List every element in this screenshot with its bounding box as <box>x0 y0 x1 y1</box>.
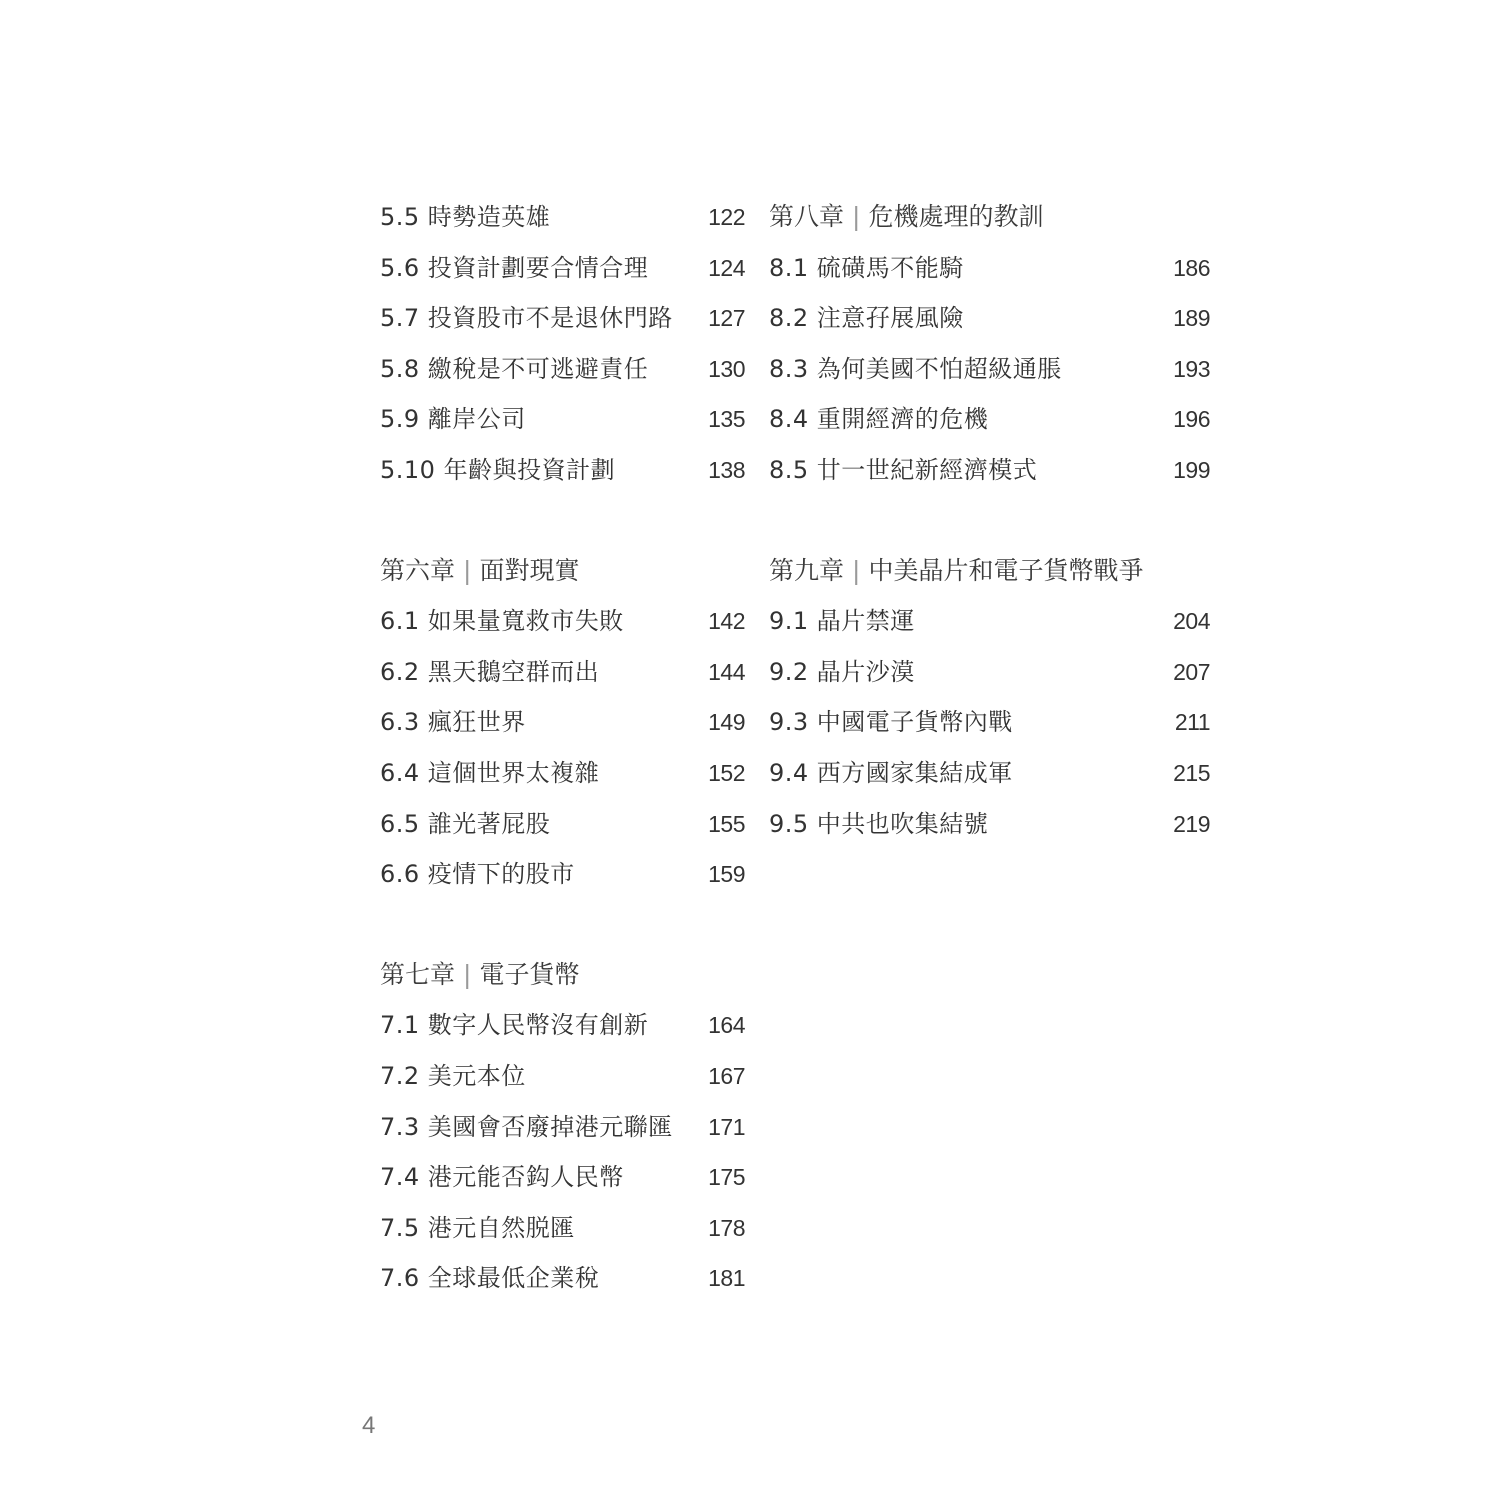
toc-entry-title: 6.3 瘋狂世界 <box>380 708 526 737</box>
chapter-label: 第七章 <box>380 959 456 989</box>
toc-entry-page: 144 <box>708 658 745 685</box>
toc-entry-page: 207 <box>1173 658 1210 685</box>
toc-entry[interactable] <box>380 1102 745 1153</box>
toc-entry-title: 7.4 港元能否鈎人民幣 <box>380 1163 624 1192</box>
chapter-label: 第六章 <box>380 555 456 585</box>
toc-entry[interactable] <box>769 647 1210 698</box>
toc-entry-title: 8.4 重開經濟的危機 <box>769 405 989 434</box>
toc-section-chapter-5-continued <box>380 192 745 496</box>
toc-entry-page: 196 <box>1173 406 1210 433</box>
toc-entry[interactable] <box>380 1253 745 1304</box>
chapter-name: 中美晶片和電子貨幣戰爭 <box>868 555 1144 585</box>
toc-entry[interactable] <box>380 1000 745 1051</box>
toc-section-chapter-8 <box>769 192 1210 496</box>
toc-entry-page: 167 <box>708 1062 745 1089</box>
toc-entry-title: 9.5 中共也吹集結號 <box>769 809 989 838</box>
toc-entry-page: 127 <box>708 305 745 332</box>
toc-entry[interactable] <box>769 445 1210 496</box>
toc-entry-page: 215 <box>1173 759 1210 786</box>
toc-entry[interactable] <box>769 697 1210 748</box>
chapter-label: 第八章 <box>769 202 845 231</box>
toc-entry-page: 130 <box>708 355 745 382</box>
chapter-separator: | <box>463 555 472 585</box>
toc-entry-page: 124 <box>708 254 745 281</box>
toc-entry-page: 178 <box>708 1214 745 1241</box>
toc-entry[interactable] <box>380 344 745 395</box>
toc-entry-page: 171 <box>708 1113 745 1140</box>
toc-entry[interactable] <box>380 1051 745 1102</box>
toc-entry-title: 7.1 數字人民幣沒有創新 <box>380 1011 649 1040</box>
toc-entry-title: 9.3 中國電子貨幣內戰 <box>769 708 1013 737</box>
toc-entry[interactable] <box>769 748 1210 799</box>
toc-entry-title: 7.2 美元本位 <box>380 1061 526 1090</box>
toc-entry-page: 138 <box>708 456 745 483</box>
toc-entry-title: 9.4 西方國家集結成軍 <box>769 758 1013 787</box>
toc-entry-title: 7.5 港元自然脱匯 <box>380 1213 575 1242</box>
toc-entry-title: 6.2 黑天鵝空群而出 <box>380 657 600 686</box>
toc-entry-title: 6.4 這個世界太複雜 <box>380 758 600 787</box>
toc-entry-title: 8.2 注意孖展風險 <box>769 304 964 333</box>
toc-entry-title: 5.8 繳稅是不可逃避責任 <box>380 354 649 383</box>
toc-entry-title: 5.10 年齡與投資計劃 <box>380 455 616 484</box>
toc-entry-page: 164 <box>708 1012 745 1039</box>
toc-entry[interactable] <box>380 1203 745 1254</box>
toc-entry-title: 9.1 晶片禁運 <box>769 607 915 636</box>
chapter-name: 電子貨幣 <box>479 959 580 989</box>
toc-entry[interactable] <box>380 445 745 496</box>
toc-entry-page: 193 <box>1173 355 1210 382</box>
toc-entry[interactable] <box>769 799 1210 850</box>
toc-entry[interactable] <box>380 849 745 900</box>
chapter-heading[interactable] <box>380 950 745 1001</box>
toc-entry[interactable] <box>380 596 745 647</box>
toc-entry-title: 8.1 硫磺馬不能騎 <box>769 253 964 282</box>
toc-left-column <box>380 192 745 1304</box>
toc-right-column <box>769 192 1210 849</box>
chapter-separator: | <box>852 202 861 231</box>
page-number: 4 <box>362 1412 376 1439</box>
toc-entry-title: 7.3 美國會否廢掉港元聯匯 <box>380 1112 673 1141</box>
toc-entry[interactable] <box>380 243 745 294</box>
chapter-separator: | <box>852 555 861 585</box>
toc-entry-title: 5.6 投資計劃要合情合理 <box>380 253 649 282</box>
toc-entry-page: 181 <box>708 1265 745 1292</box>
chapter-name: 危機處理的教訓 <box>868 202 1044 231</box>
toc-entry-title: 5.9 離岸公司 <box>380 405 526 434</box>
toc-entry[interactable] <box>769 394 1210 445</box>
toc-entry-title: 5.5 時勢造英雄 <box>380 203 551 231</box>
toc-entry-page: 135 <box>708 406 745 433</box>
chapter-heading[interactable] <box>380 546 745 597</box>
toc-entry-page: 204 <box>1173 608 1210 635</box>
toc-entry[interactable] <box>380 1152 745 1203</box>
toc-entry-page: 175 <box>708 1164 745 1191</box>
toc-section-chapter-9 <box>769 546 1210 850</box>
toc-entry-page: 142 <box>708 608 745 635</box>
toc-entry-page: 211 <box>1174 709 1210 736</box>
toc-entry-title: 8.5 廿一世紀新經濟模式 <box>769 455 1038 484</box>
toc-entry-page: 199 <box>1173 456 1210 483</box>
toc-entry-title: 9.2 晶片沙漠 <box>769 657 915 686</box>
toc-entry[interactable] <box>380 293 745 344</box>
toc-entry-page: 155 <box>708 810 745 837</box>
toc-entry-page: 122 <box>708 204 745 230</box>
toc-entry[interactable] <box>769 293 1210 344</box>
toc-entry-title: 8.3 為何美國不怕超級通脹 <box>769 354 1062 383</box>
toc-entry-title: 6.1 如果量寬救市失敗 <box>380 607 624 636</box>
toc-entry[interactable] <box>380 192 745 243</box>
toc-entry[interactable] <box>769 596 1210 647</box>
toc-entry-title: 7.6 全球最低企業稅 <box>380 1264 600 1293</box>
toc-entry[interactable] <box>380 799 745 850</box>
toc-entry[interactable] <box>380 394 745 445</box>
toc-entry-page: 149 <box>708 709 745 736</box>
toc-entry-title: 5.7 投資股市不是退休門路 <box>380 304 673 333</box>
chapter-label: 第九章 <box>769 555 845 585</box>
toc-entry[interactable] <box>380 647 745 698</box>
toc-section-chapter-6 <box>380 546 745 900</box>
toc-entry-page: 159 <box>708 861 745 888</box>
chapter-name: 面對現實 <box>479 555 580 585</box>
toc-entry-page: 152 <box>708 759 745 786</box>
toc-entry[interactable] <box>380 697 745 748</box>
toc-entry[interactable] <box>769 243 1210 294</box>
toc-entry-page: 219 <box>1173 810 1210 837</box>
toc-entry-page: 189 <box>1173 305 1210 332</box>
chapter-heading[interactable] <box>769 546 1210 597</box>
toc-entry[interactable] <box>380 748 745 799</box>
toc-entry-page: 186 <box>1173 254 1210 281</box>
toc-section-chapter-7 <box>380 950 745 1304</box>
toc-entry[interactable] <box>769 344 1210 395</box>
chapter-separator: | <box>463 959 472 989</box>
chapter-heading[interactable] <box>769 192 1210 243</box>
toc-entry-title: 6.5 誰光著屁股 <box>380 809 551 838</box>
toc-entry-title: 6.6 疫情下的股市 <box>380 860 575 889</box>
